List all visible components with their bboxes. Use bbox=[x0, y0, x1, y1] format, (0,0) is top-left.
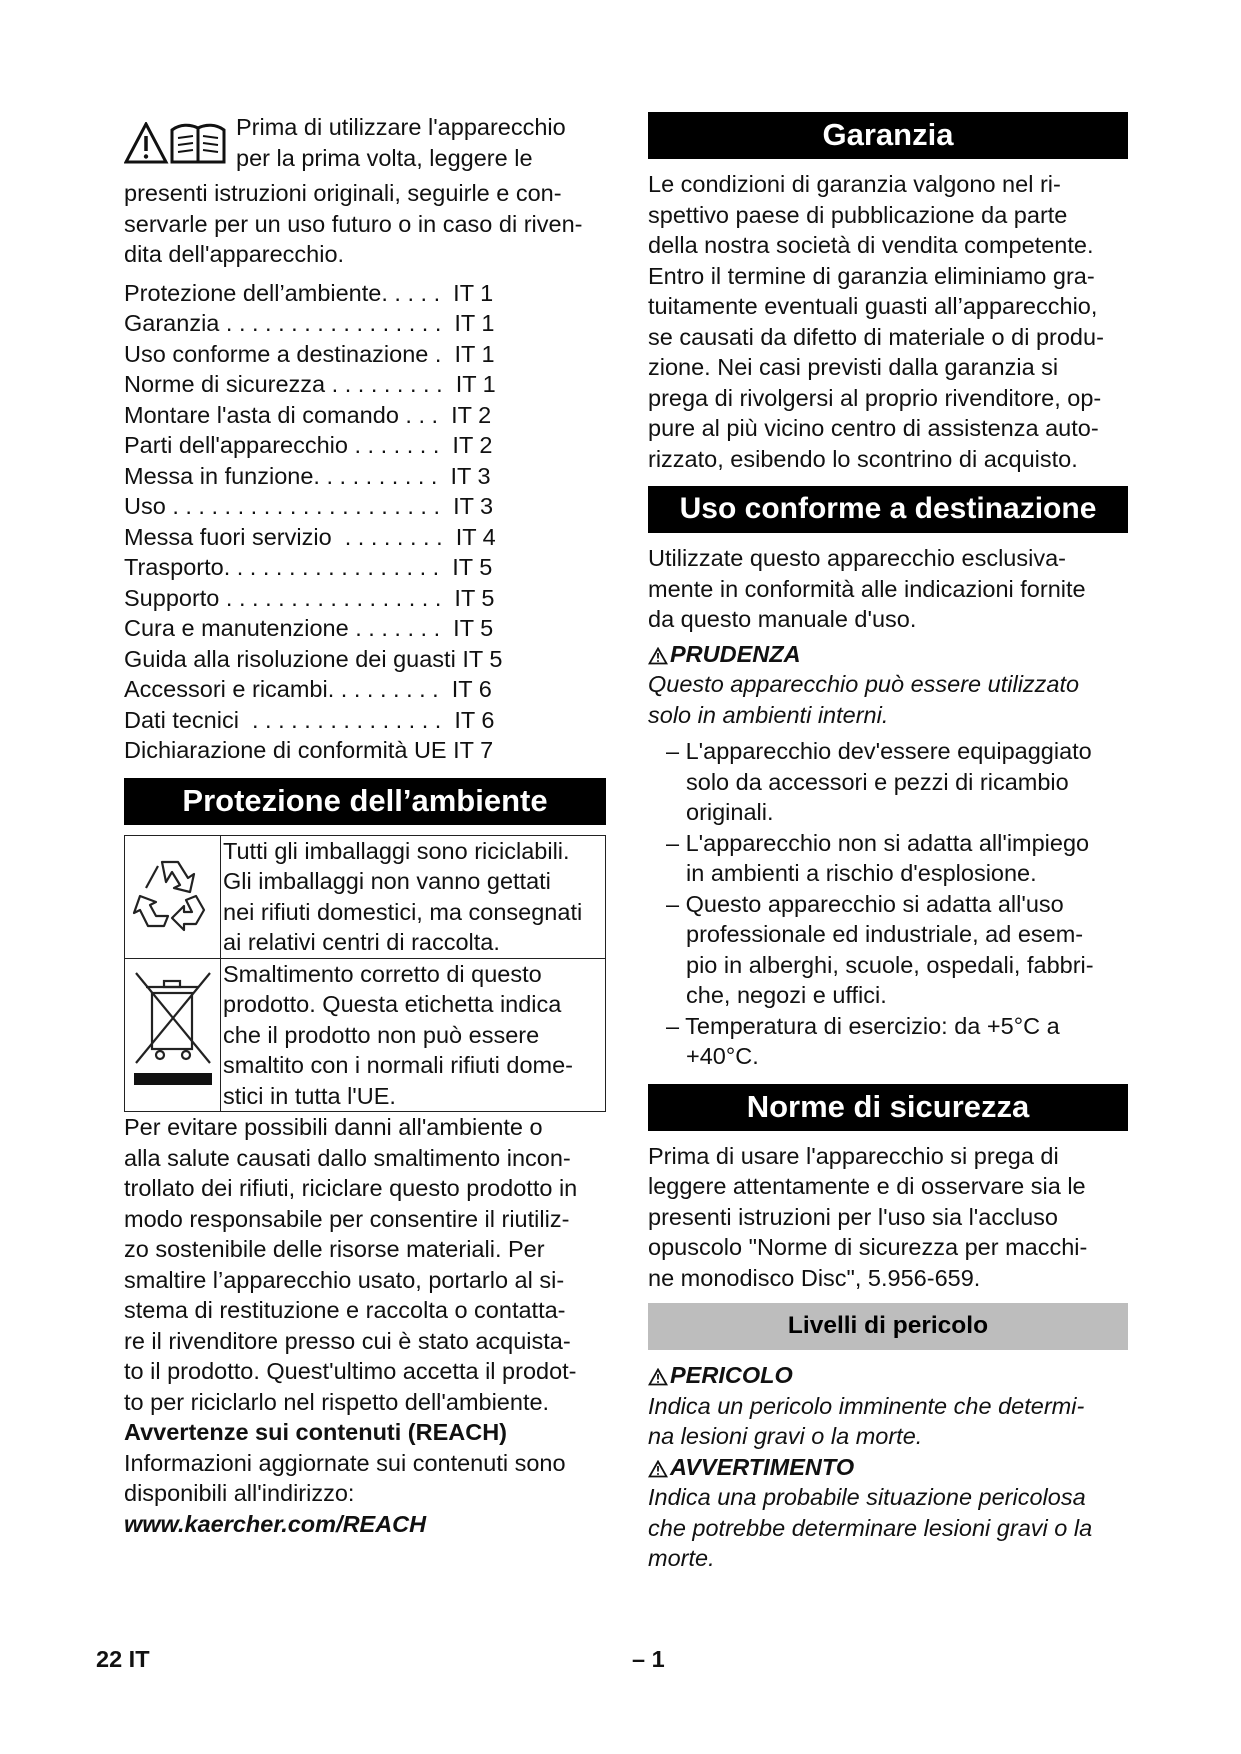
text-line: zo sostenibile delle risorse materiali. Per bbox=[124, 1236, 545, 1262]
caution-label-text: PRUDENZA bbox=[670, 640, 801, 667]
text-line: pio in alberghi, scuole, ospedali, fabbri- bbox=[686, 951, 1094, 978]
text-line: morte. bbox=[648, 1545, 715, 1571]
section-heading-safety: Norme di sicurezza bbox=[648, 1084, 1128, 1131]
text-line: Prima di usare l'apparecchio si prega di bbox=[648, 1142, 1059, 1169]
text-line: spettivo paese di pubblicazione da parte bbox=[648, 201, 1068, 228]
toc-entry[interactable]: Supporto . . . . . . . . . . . . . . . . . IT 5 bbox=[124, 584, 495, 611]
intro-notice bbox=[124, 112, 606, 270]
warranty-paragraph bbox=[648, 169, 1128, 474]
text-line: na lesioni gravi o la morte. bbox=[648, 1423, 923, 1449]
danger-levels-heading: Livelli di pericolo bbox=[648, 1303, 1128, 1350]
environment-table bbox=[124, 835, 606, 1113]
text-line: – L'apparecchio non si adatta all'impiego bbox=[666, 829, 1090, 856]
section-heading-intended-use: Uso conforme a destinazione bbox=[648, 486, 1128, 533]
intro-line: servarle per un uso futuro o in caso di riven- bbox=[124, 210, 583, 237]
toc-entry[interactable]: Uso conforme a destinazione . IT 1 bbox=[124, 340, 495, 367]
table-row bbox=[125, 835, 606, 958]
recycle-icon bbox=[128, 848, 218, 938]
text-line: Tutti gli imballaggi sono riciclabili. bbox=[223, 837, 570, 864]
page-label: 22 IT bbox=[96, 1646, 150, 1672]
intro-line: presenti istruzioni originali, seguirle e con- bbox=[124, 180, 562, 206]
warning-triangle-icon bbox=[648, 647, 668, 665]
table-row bbox=[125, 958, 606, 1112]
text-line: disponibili all'indirizzo: bbox=[124, 1480, 355, 1506]
text-line: Informazioni aggiornate sui contenuti sono bbox=[124, 1449, 566, 1476]
text-line: prodotto. Questa etichetta indica bbox=[223, 991, 562, 1017]
intro-line: per la prima volta, leggere le bbox=[236, 144, 533, 171]
text-line: se causati da difetto di materiale o di produ- bbox=[648, 323, 1104, 350]
warning-label-text: AVVERTIMENTO bbox=[670, 1453, 855, 1480]
text-line: nei rifiuti domestici, ma consegnati bbox=[223, 898, 583, 925]
text-line: stema di restituzione e raccolta o contatta- bbox=[124, 1297, 566, 1323]
intended-use-paragraph bbox=[648, 543, 1128, 635]
toc-entry[interactable]: Dichiarazione di conformità UE IT 7 bbox=[124, 737, 494, 763]
text-line: professionale ed industriale, ad esem- bbox=[686, 921, 1084, 947]
list-item bbox=[648, 828, 1128, 889]
text-line: che il prodotto non può essere bbox=[223, 1021, 540, 1048]
danger-label bbox=[648, 1360, 1128, 1391]
text-line: rizzato, esibendo lo scontrino di acquisto. bbox=[648, 445, 1078, 472]
text-line: smaltito con i normali rifiuti dome- bbox=[223, 1052, 573, 1078]
text-line: ai relativi centri di raccolta. bbox=[223, 929, 500, 955]
page-number: – 1 bbox=[632, 1646, 665, 1672]
warning-triangle-icon bbox=[648, 1368, 668, 1386]
text-line: presenti istruzioni per l'uso sia l'accluso bbox=[648, 1203, 1058, 1230]
text-line: ne monodisco Disc", 5.956-659. bbox=[648, 1264, 981, 1291]
toc-entry[interactable]: Messa fuori servizio . . . . . . . . IT 4 bbox=[124, 523, 496, 550]
text-line: +40°C. bbox=[686, 1043, 759, 1069]
toc-entry[interactable]: Trasporto. . . . . . . . . . . . . . . . . IT 5 bbox=[124, 554, 493, 580]
intro-line: dita dell'apparecchio. bbox=[124, 241, 345, 267]
toc-entry[interactable]: Protezione dell’ambiente. . . . . IT 1 bbox=[124, 279, 494, 306]
environment-paragraph bbox=[124, 1112, 606, 1417]
disposal-text bbox=[221, 958, 606, 1112]
warning-triangle-icon bbox=[648, 1460, 668, 1478]
text-line: da questo manuale d'uso. bbox=[648, 606, 917, 632]
toc-entry[interactable]: Uso . . . . . . . . . . . . . . . . . . . . . IT 3 bbox=[124, 493, 494, 519]
reach-link[interactable]: www.kaercher.com/REACH bbox=[124, 1510, 427, 1537]
toc-entry[interactable]: Guida alla risoluzione dei guasti IT 5 bbox=[124, 645, 503, 672]
text-line: – Temperatura di esercizio: da +5°C a bbox=[666, 1012, 1060, 1039]
open-book-icon bbox=[172, 125, 224, 162]
recycle-icon-cell bbox=[125, 835, 221, 958]
crossed-bin-icon-cell bbox=[125, 958, 221, 1112]
list-item bbox=[648, 736, 1128, 828]
caution-label bbox=[648, 639, 1128, 670]
text-line: stici in tutta l'UE. bbox=[223, 1082, 396, 1109]
toc-entry[interactable]: Messa in funzione. . . . . . . . . . IT 3 bbox=[124, 462, 491, 489]
warning-triangle-icon bbox=[126, 124, 166, 162]
list-item bbox=[648, 1011, 1128, 1072]
text-line: Gli imballaggi non vanno gettati bbox=[223, 868, 551, 894]
text-line: solo in ambienti interni. bbox=[648, 701, 889, 728]
text-line: Per evitare possibili danni all'ambiente o bbox=[124, 1114, 543, 1140]
text-line: in ambienti a rischio d'esplosione. bbox=[686, 860, 1037, 886]
text-line: zione. Nei casi previsti dalla garanzia si bbox=[648, 354, 1059, 380]
danger-label-text: PERICOLO bbox=[670, 1362, 793, 1388]
text-line: to il prodotto. Quest'ultimo accetta il prodot- bbox=[124, 1358, 577, 1384]
text-line: Indica una probabile situazione pericolosa bbox=[648, 1484, 1086, 1510]
text-line: tuitamente eventuali guasti all’apparecchio, bbox=[648, 293, 1098, 319]
text-line: – L'apparecchio dev'essere equipaggiato bbox=[666, 738, 1092, 764]
text-line: Indica un pericolo imminente che determi- bbox=[648, 1392, 1085, 1419]
toc-entry[interactable]: Parti dell'apparecchio . . . . . . . IT 2 bbox=[124, 432, 493, 458]
text-line: – Questo apparecchio si adatta all'uso bbox=[666, 890, 1064, 917]
text-line: pure al più vicino centro di assistenza auto- bbox=[648, 415, 1099, 441]
toc-entry[interactable]: Dati tecnici . . . . . . . . . . . . . . . IT 6 bbox=[124, 706, 495, 733]
toc-entry[interactable]: Garanzia . . . . . . . . . . . . . . . . . IT 1 bbox=[124, 310, 495, 336]
text-line: Le condizioni di garanzia valgono nel ri- bbox=[648, 171, 1061, 197]
text-line: che, negozi e uffici. bbox=[686, 982, 887, 1008]
table-of-contents bbox=[124, 278, 606, 766]
text-line: della nostra società di vendita competente. bbox=[648, 232, 1094, 258]
text-line: alla salute causati dallo smaltimento incon- bbox=[124, 1144, 571, 1171]
text-line: leggere attentamente e di osservare sia le bbox=[648, 1173, 1086, 1199]
safety-paragraph bbox=[648, 1141, 1128, 1294]
text-line: Questo apparecchio può essere utilizzato bbox=[648, 671, 1080, 697]
toc-entry[interactable]: Cura e manutenzione . . . . . . . IT 5 bbox=[124, 615, 494, 641]
reach-title: Avvertenze sui contenuti (REACH) bbox=[124, 1419, 508, 1445]
list-item bbox=[648, 889, 1128, 1011]
intro-icons bbox=[124, 122, 234, 178]
left-column bbox=[124, 112, 606, 1539]
toc-entry[interactable]: Montare l'asta di comando . . . IT 2 bbox=[124, 401, 492, 428]
text-line: smaltire l’apparecchio usato, portarlo al si- bbox=[124, 1266, 565, 1293]
text-line: prega di rivolgersi al proprio rivenditore, op- bbox=[648, 384, 1102, 411]
warning-book-icons bbox=[124, 122, 234, 166]
toc-entry[interactable]: Accessori e ricambi. . . . . . . . . IT 6 bbox=[124, 676, 492, 702]
text-line: che potrebbe determinare lesioni gravi o la bbox=[648, 1514, 1093, 1541]
right-column bbox=[648, 112, 1128, 1574]
text-line: Utilizzate questo apparecchio esclusiva- bbox=[648, 545, 1066, 571]
toc-entry[interactable]: Norme di sicurezza . . . . . . . . . IT 1 bbox=[124, 371, 496, 397]
section-heading-warranty: Garanzia bbox=[648, 112, 1128, 159]
section-heading-environment: Protezione dell’ambiente bbox=[124, 778, 606, 825]
text-line: to per riciclarlo nel rispetto dell'ambiente. bbox=[124, 1388, 550, 1415]
text-line: Entro il termine di garanzia eliminiamo gra- bbox=[648, 262, 1095, 289]
text-line: modo responsabile per consentire il riutiliz- bbox=[124, 1205, 570, 1232]
intro-line: Prima di utilizzare l'apparecchio bbox=[236, 114, 566, 140]
text-line: re il rivenditore presso cui è stato acquista- bbox=[124, 1327, 571, 1354]
recycle-text bbox=[221, 835, 606, 958]
text-line: Smaltimento corretto di questo bbox=[223, 960, 542, 987]
text-line: trollato dei rifiuti, riciclare questo prodotto in bbox=[124, 1175, 578, 1201]
intended-use-list bbox=[648, 736, 1128, 1072]
warning-label bbox=[648, 1452, 1128, 1483]
text-line: solo da accessori e pezzi di ricambio bbox=[686, 768, 1069, 795]
text-line: opuscolo "Norme di sicurezza per macchi- bbox=[648, 1234, 1088, 1260]
crossed-bin-icon bbox=[128, 965, 218, 1097]
text-line: originali. bbox=[686, 799, 774, 825]
text-line: mente in conformità alle indicazioni fornite bbox=[648, 575, 1086, 602]
